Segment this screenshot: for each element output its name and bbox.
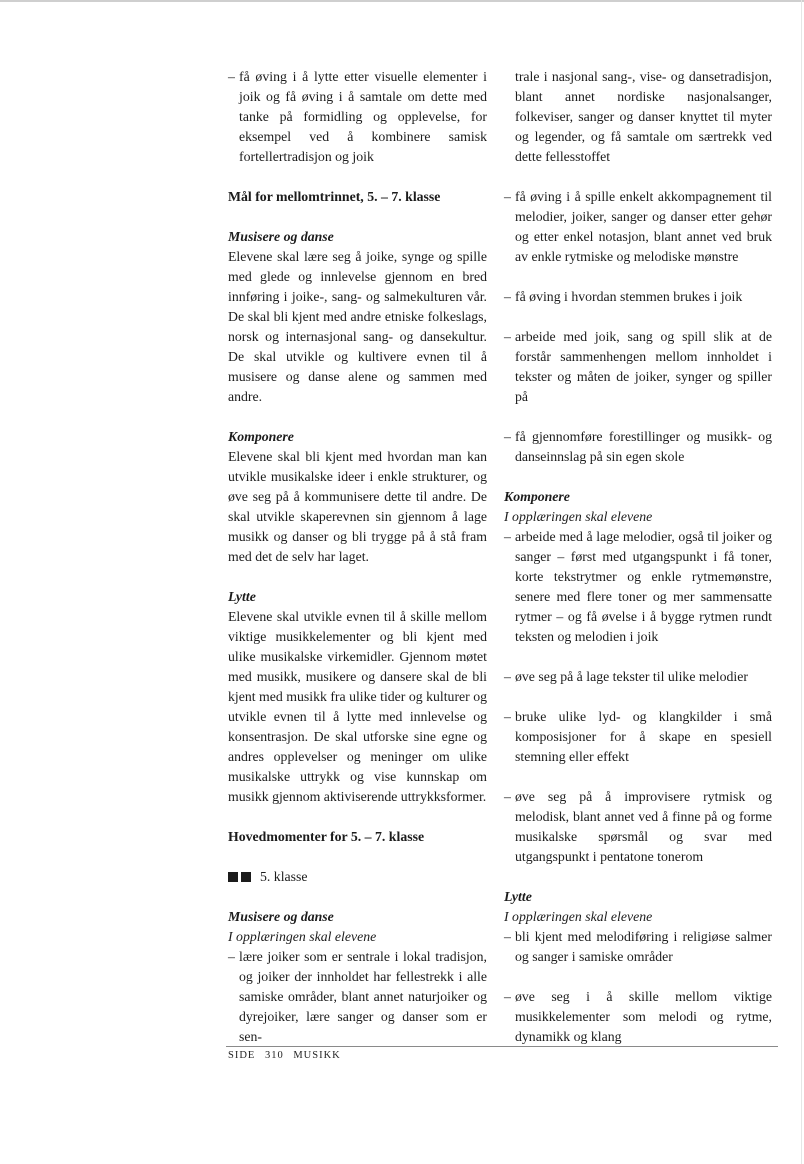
list-item	[504, 187, 772, 267]
section-heading: Lytte	[228, 589, 256, 604]
list-item	[504, 987, 772, 1047]
section-heading: Musisere og danse	[228, 909, 334, 924]
section-lytte	[228, 587, 487, 807]
section-heading: Komponere	[228, 429, 294, 444]
section-komponere-list	[504, 487, 772, 647]
list-item-text: få øving i å spille enkelt akkompagnement til melodier, joiker, sanger og danser etter gehør og etter enkel notasjon, blant annet ved bruk av enkle rytmiske og melodiske mønstre	[515, 189, 772, 264]
list-item-text: få øving i hvordan stemmen brukes i joik	[515, 289, 743, 304]
page-number: 310	[264, 1050, 284, 1061]
dash-marker: –	[504, 709, 511, 724]
list-item	[504, 327, 772, 407]
section-heading: Musisere og danse	[228, 229, 334, 244]
dash-marker: –	[504, 289, 511, 304]
square-bullet-icon	[241, 872, 251, 882]
dash-marker: –	[504, 989, 511, 1004]
footer-subject: MUSIKK	[293, 1050, 341, 1061]
dash-marker: –	[504, 189, 511, 204]
dash-marker: –	[504, 429, 511, 444]
square-bullet-icon	[228, 872, 238, 882]
dash-marker: –	[504, 789, 511, 804]
section-lytte-list	[504, 887, 772, 967]
footer-rule	[226, 1046, 778, 1047]
footer-side-label: SIDE	[228, 1050, 256, 1061]
main-moments-heading: Hovedmomenter for 5. – 7. klasse	[228, 829, 425, 844]
dash-marker: –	[504, 529, 511, 544]
list-item-text: bruke ulike lyd- og klangkilder i små komposisjoner for å skape en spesiell stemning eller effekt	[515, 709, 772, 764]
section-musisere	[228, 227, 487, 407]
dash-marker: –	[504, 929, 511, 944]
right-column	[504, 67, 772, 1047]
list-item-continuation	[504, 67, 772, 167]
list-item	[504, 787, 772, 867]
list-item	[504, 287, 772, 307]
list-item-text: øve seg på å lage tekster til ulike melodier	[515, 669, 748, 684]
list-item	[504, 667, 772, 687]
list-item	[228, 67, 487, 167]
list-item-text: øve seg på å improvisere rytmisk og melodisk, blant annet ved å finne på og forme musikalske spørsmål og svar med utgangspunkt i pentatone tonerom	[515, 789, 772, 864]
grade-marker	[228, 867, 487, 887]
section-text: Elevene skal lære seg å joike, synge og spille med glede og innlevelse gjennom en bred innføring i joike-, sang- og salmekulturen vår. De skal bli kjent med andre etniske folkeslags, norsk og internasjonal sang- og dansekultur. De skal utvikle og kultivere evnen til å musisere og danse alene og sammen med andre.	[228, 249, 487, 404]
dash-marker: –	[504, 669, 511, 684]
list-item-text: lære joiker som er sentrale i lokal tradisjon, og joiker der innholdet har fellestrekk i alle samiske områder, blant annet naturjoiker og dyrejoiker, lære sanger og danser som er sen-	[239, 949, 487, 1044]
section-text: Elevene skal bli kjent med hvordan man kan utvikle musikalske ideer i enkle strukturer, og øve seg på å kommunisere dette til andre. De skal utvikle skaperevnen sin gjennom å lage musikk og danser og bli trygge på å stå fram med det de selv har laget.	[228, 449, 487, 564]
scan-right-edge	[801, 0, 802, 1164]
section-text: Elevene skal utvikle evnen til å skille mellom viktige musikkelementer og bli kjent med ulike musikalske virkemidler. Gjennom møtet med musikk, musikere og dansere skal de bli kjent med musikk fra ulike tider og kulturer og utvikle evnen til å lytte med innlevelse og konsentrasjon. De skal utforske sine egne og andres opplevelser og meninger om ulike musikalske uttrykk og vise kunnskap om musikk gjennom aktiviserende uttrykksformer.	[228, 609, 488, 804]
list-item-text: få øving i å lytte etter visuelle elementer i joik og få øving i å samtale om dette med tanke på formidling og opplevelse, for eksempel ved å kombinere samisk fortellertradisjon og joik	[239, 69, 487, 164]
list-item	[504, 427, 772, 467]
list-item-text: bli kjent med melodiføring i religiøse salmer og sanger i samiske områder	[515, 929, 772, 964]
list-item	[504, 927, 772, 967]
section-lead: I opplæringen skal elevene	[504, 909, 653, 924]
list-item	[504, 527, 772, 647]
section-lead: I opplæringen skal elevene	[228, 929, 377, 944]
goal-heading: Mål for mellomtrinnet, 5. – 7. klasse	[228, 189, 441, 204]
list-item-text: trale i nasjonal sang-, vise- og dansetradisjon, blant annet nordiske nasjonalsanger, folkeviser, sanger og danser knyttet til myter og legender, og få samtale om særtrekk ved dette fellesstoffet	[515, 69, 772, 164]
section-heading: Lytte	[504, 889, 532, 904]
dash-marker: –	[228, 949, 235, 964]
dash-marker: –	[228, 69, 235, 84]
list-item-text: arbeide med å lage melodier, også til joiker og sanger – først med utgangspunkt i få toner, korte tekstrytmer og enkle rytmemønstre, senere med flere toner og mer sammensatte rytmer – og få øvelse i å bygge rytmen rundt teksten og melodien i joik	[515, 529, 772, 644]
list-item-text: arbeide med joik, sang og spill slik at de forstår sammenhengen mellom innholdet i tekster og måten de joiker, synger og spiller på	[515, 329, 772, 404]
dash-marker: –	[504, 329, 511, 344]
list-item	[228, 947, 487, 1047]
list-item-text: få gjennomføre forestillinger og musikk- og danseinnslag på sin egen skole	[515, 429, 772, 464]
section-lead: I opplæringen skal elevene	[504, 509, 653, 524]
section-heading: Komponere	[504, 489, 570, 504]
section-komponere	[228, 427, 487, 567]
section-grade-musisere	[228, 907, 487, 1047]
list-item	[504, 707, 772, 767]
left-column	[228, 67, 487, 1047]
scan-top-edge	[0, 0, 804, 2]
list-item-text: øve seg i å skille mellom viktige musikkelementer som melodi og rytme, dynamikk og klang	[515, 989, 772, 1044]
page-footer	[228, 1050, 347, 1061]
grade-label: 5. klasse	[260, 869, 308, 884]
